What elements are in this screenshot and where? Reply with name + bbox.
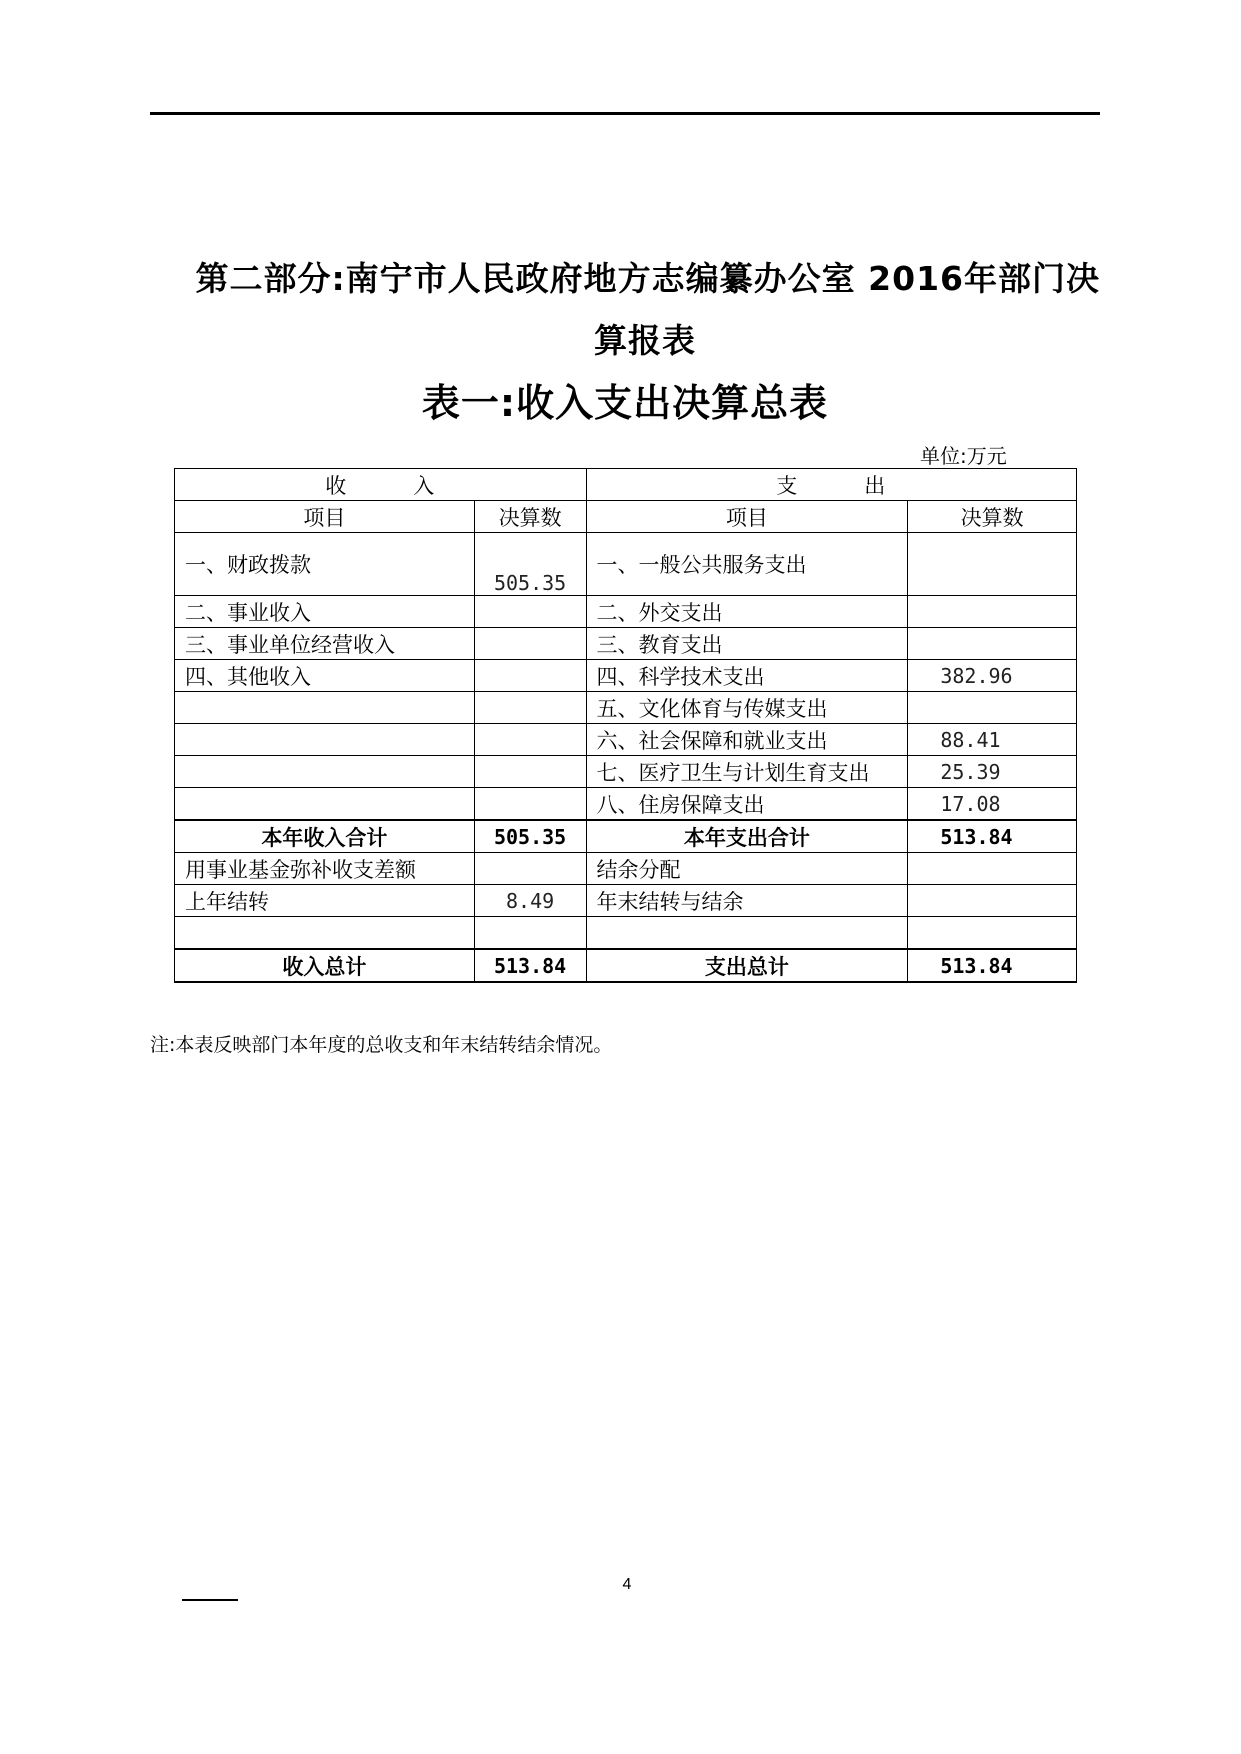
column-header-row	[175, 501, 1077, 533]
part-heading-line2: 算报表	[594, 321, 696, 360]
expense-item: 二、外交支出	[586, 596, 908, 628]
expense-item: 年末结转与结余	[586, 885, 908, 917]
expense-amount	[908, 885, 1077, 917]
expense-amount: 25.39	[908, 756, 1077, 788]
expense-amount	[908, 533, 1077, 596]
part-heading	[150, 248, 1100, 372]
expense-amount-header: 决算数	[908, 501, 1077, 533]
table-row	[175, 885, 1077, 917]
income-amount: 505.35	[474, 533, 586, 596]
table-row	[175, 853, 1077, 885]
income-item: 四、其他收入	[175, 660, 475, 692]
table-row	[175, 533, 1077, 596]
income-amount-header: 决算数	[474, 501, 586, 533]
expense-item: 四、科学技术支出	[586, 660, 908, 692]
income-item	[175, 724, 475, 756]
table-row	[175, 917, 1077, 950]
expense-item: 七、医疗卫生与计划生育支出	[586, 756, 908, 788]
income-amount: 8.49	[474, 885, 586, 917]
expense-amount	[908, 853, 1077, 885]
expense-item: 五、文化体育与传媒支出	[586, 692, 908, 724]
income-item	[175, 692, 475, 724]
table-row	[175, 788, 1077, 821]
expense-item: 八、住房保障支出	[586, 788, 908, 821]
grand-total-row	[175, 949, 1077, 982]
income-item: 二、事业收入	[175, 596, 475, 628]
income-item	[175, 788, 475, 821]
year-total-row	[175, 820, 1077, 853]
income-item	[175, 917, 475, 950]
income-item: 三、事业单位经营收入	[175, 628, 475, 660]
income-amount	[474, 628, 586, 660]
expense-item	[586, 917, 908, 950]
expense-year-total-amount: 513.84	[908, 820, 1077, 853]
income-section-header: 收 入	[175, 469, 587, 501]
expense-amount	[908, 692, 1077, 724]
expense-item: 一、一般公共服务支出	[586, 533, 908, 596]
income-amount	[474, 788, 586, 821]
expense-section-header: 支 出	[586, 469, 1076, 501]
table-row	[175, 628, 1077, 660]
table-row	[175, 724, 1077, 756]
expense-amount	[908, 596, 1077, 628]
expense-grand-total-amount: 513.84	[908, 949, 1077, 982]
expense-item-header: 项目	[586, 501, 908, 533]
header-rule	[150, 112, 1100, 115]
income-item: 上年结转	[175, 885, 475, 917]
expense-grand-total-label: 支出总计	[586, 949, 908, 982]
income-item	[175, 756, 475, 788]
table-row	[175, 692, 1077, 724]
income-amount	[474, 756, 586, 788]
income-amount	[474, 853, 586, 885]
unit-label: 单位:万元	[920, 444, 1007, 468]
income-amount	[474, 596, 586, 628]
income-expense-summary-table	[174, 468, 1077, 983]
income-amount	[474, 660, 586, 692]
expense-amount	[908, 628, 1077, 660]
income-grand-total-amount: 513.84	[474, 949, 586, 982]
table-title: 表一:收入支出决算总表	[421, 381, 829, 425]
expense-amount: 88.41	[908, 724, 1077, 756]
table-row	[175, 660, 1077, 692]
income-item: 用事业基金弥补收支差额	[175, 853, 475, 885]
table-row	[175, 596, 1077, 628]
expense-item: 结余分配	[586, 853, 908, 885]
table-note: 注:本表反映部门本年度的总收支和年末结转结余情况。	[150, 1034, 613, 1056]
income-amount	[474, 692, 586, 724]
footer-rule	[182, 1599, 238, 1601]
income-amount	[474, 917, 586, 950]
income-year-total-amount: 505.35	[474, 820, 586, 853]
income-year-total-label: 本年收入合计	[175, 820, 475, 853]
part-heading-line1: 第二部分:南宁市人民政府地方志编纂办公室 2016年部门决	[195, 259, 1100, 298]
expense-amount: 17.08	[908, 788, 1077, 821]
expense-amount	[908, 917, 1077, 950]
expense-year-total-label: 本年支出合计	[586, 820, 908, 853]
income-grand-total-label: 收入总计	[175, 949, 475, 982]
income-item-header: 项目	[175, 501, 475, 533]
expense-item: 六、社会保障和就业支出	[586, 724, 908, 756]
section-header-row	[175, 469, 1077, 501]
expense-item: 三、教育支出	[586, 628, 908, 660]
income-amount	[474, 724, 586, 756]
page-number: 4	[622, 1576, 632, 1593]
expense-amount: 382.96	[908, 660, 1077, 692]
income-item: 一、财政拨款	[175, 533, 475, 596]
table-row	[175, 756, 1077, 788]
